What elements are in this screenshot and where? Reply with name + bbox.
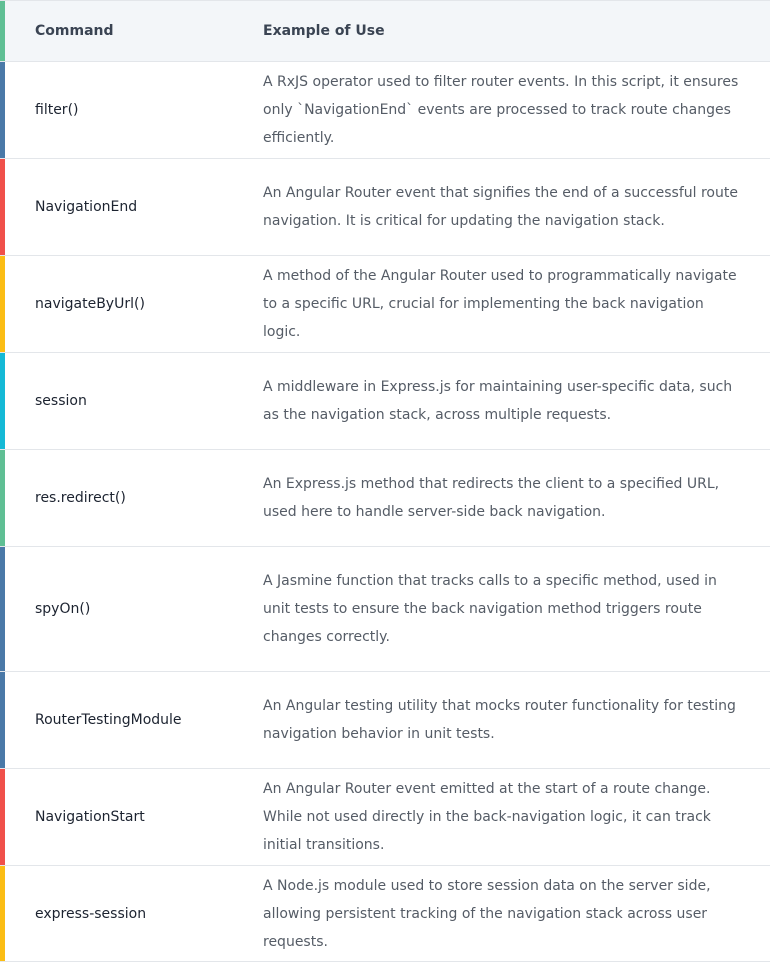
description-cell: A Node.js module used to store session data on the server side, allowing persistent tracking of the navigation stack across user requests. — [263, 877, 711, 950]
description-cell: A RxJS operator used to filter router events. In this script, it ensures only `NavigationEnd` events are processed to track route changes efficiently. — [263, 74, 739, 146]
row-accent-bar — [0, 62, 5, 158]
table-row — [0, 769, 770, 866]
command-cell: navigateByUrl() — [35, 296, 145, 312]
table-row — [0, 159, 770, 256]
description-cell: An Express.js method that redirects the client to a specified URL, used here to handle server-side back navigation. — [263, 476, 720, 520]
header-command: Command — [35, 23, 114, 39]
row-accent-bar — [0, 159, 5, 255]
table-row — [0, 672, 770, 769]
description-cell: A Jasmine function that tracks calls to a specific method, used in unit tests to ensure the back navigation method triggers route changes correctly. — [263, 573, 717, 645]
row-accent-bar — [0, 256, 5, 352]
command-cell: express-session — [35, 905, 147, 922]
description-cell: A method of the Angular Router used to programmatically navigate to a specific URL, crucial for implementing the back navigation logic. — [263, 268, 737, 340]
description-cell: An Angular testing utility that mocks router functionality for testing navigation behavior in unit tests. — [263, 698, 736, 742]
table-row — [0, 256, 770, 353]
table-row — [0, 547, 770, 672]
description-cell: An Angular Router event emitted at the start of a route change. While not used directly in the back-navigation logic, it can track initial transitions. — [263, 781, 711, 853]
command-cell: RouterTestingModule — [35, 712, 182, 728]
command-cell: NavigationStart — [35, 809, 145, 825]
header-example-of-use: Example of Use — [263, 23, 385, 39]
description-cell: A middleware in Express.js for maintaining user-specific data, such as the navigation stack, across multiple requests. — [263, 379, 733, 423]
row-accent-bar — [0, 1, 5, 61]
row-accent-bar — [0, 866, 5, 961]
command-cell: filter() — [35, 102, 79, 118]
command-cell: NavigationEnd — [35, 199, 138, 215]
command-cell: res.redirect() — [35, 490, 126, 506]
table-header-row — [0, 0, 770, 62]
table-row — [0, 450, 770, 547]
row-accent-bar — [0, 769, 5, 865]
row-accent-bar — [0, 450, 5, 546]
command-cell: spyOn() — [35, 601, 91, 617]
command-cell: session — [35, 393, 87, 409]
description-cell: An Angular Router event that signifies the end of a successful route navigation. It is critical for updating the navigation stack. — [263, 185, 738, 229]
row-accent-bar — [0, 672, 5, 768]
row-accent-bar — [0, 353, 5, 449]
row-accent-bar — [0, 547, 5, 671]
table-row — [0, 62, 770, 159]
table-row — [0, 866, 770, 962]
table-row — [0, 353, 770, 450]
